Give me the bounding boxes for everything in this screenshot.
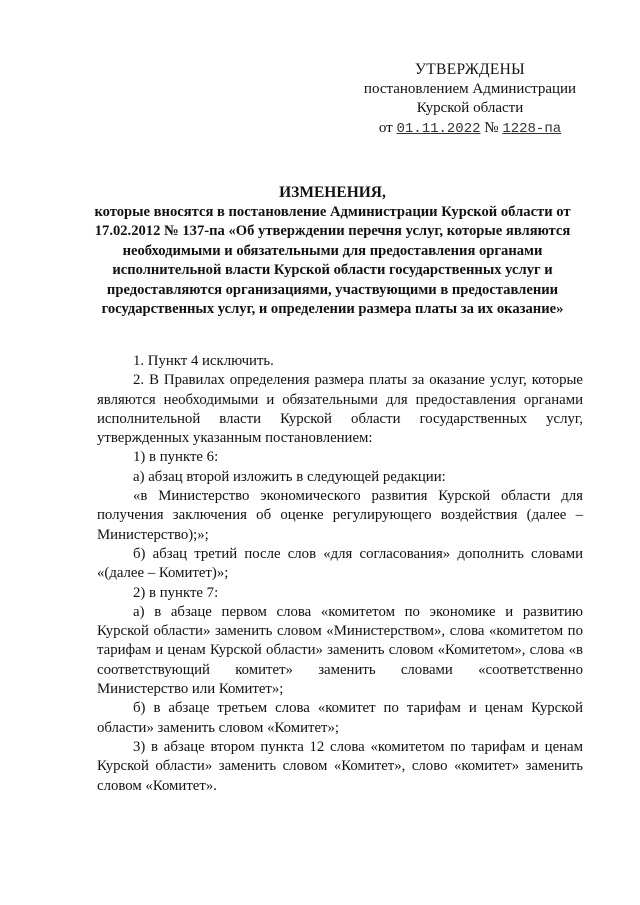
paragraph-2: 2. В Правилах определения размера платы за оказание услуг, которые являются необходимыми и обязательными для предоставления органами исполнительной власти Курской области государственных услуг, утвержденных указанным постановлением: xyxy=(97,372,583,447)
paragraph-5: «в Министерство экономического развития Курской области для получения заключения об оценке регулирующего воздействия (далее – Министерство);»; xyxy=(97,488,583,543)
paragraph-8: а) в абзаце первом слова «комитетом по экономике и развитию Курской области» заменить словом «Министерством», слова «комитетом по тарифам и ценам Курской области» заменить словом «Комитетом», слова «в соответствующий комитет» заменить словами «соответственно Министерство или Комитет»; xyxy=(97,603,583,698)
approval-date: 01.11.2022 xyxy=(396,120,481,137)
number-prefix: № xyxy=(484,119,499,136)
paragraph-10: 3) в абзаце втором пункта 12 слова «комитетом по тарифам и ценам Курской области» заменить словом «Комитет», слово «комитет» заменить словом «Комитет». xyxy=(97,738,583,794)
document-body xyxy=(97,352,583,796)
approval-stamp xyxy=(355,60,585,139)
paragraph-7: 2) в пункте 7: xyxy=(133,584,219,601)
approval-line-2: Курской области xyxy=(416,100,524,116)
approval-number: 1228-па xyxy=(502,120,562,137)
heading-title: ИЗМЕНЕНИЯ, xyxy=(279,184,386,201)
document-heading xyxy=(85,183,580,320)
approval-date-line xyxy=(355,119,585,140)
paragraph-9: б) в абзаце третьем слова «комитет по тарифам и ценам Курской области» заменить словом «Комитет»; xyxy=(97,700,583,736)
paragraph-3: 1) в пункте 6: xyxy=(133,449,219,466)
date-prefix: от xyxy=(378,119,393,136)
paragraph-6: б) абзац третий после слов «для согласования» дополнить словами «(далее – Комитет)»; xyxy=(97,545,583,582)
paragraph-4: а) абзац второй изложить в следующей редакции: xyxy=(133,468,446,485)
paragraph-1: 1. Пункт 4 исключить. xyxy=(133,353,274,369)
approval-title: УТВЕРЖДЕНЫ xyxy=(415,61,525,78)
approval-line-1: постановлением Администрации xyxy=(363,80,577,97)
heading-subtitle: которые вносятся в постановление Администрации Курской области от 17.02.2012 № 137-па «Об утверждении перечня услуг, которые являются необходимыми и обязательными для предоставления органами исполнительной власти Курской области государственных услуг и предоставляются организациями, участвующими в предоставлении государственных услуг, и определении размера платы за их оказание» xyxy=(94,203,571,317)
